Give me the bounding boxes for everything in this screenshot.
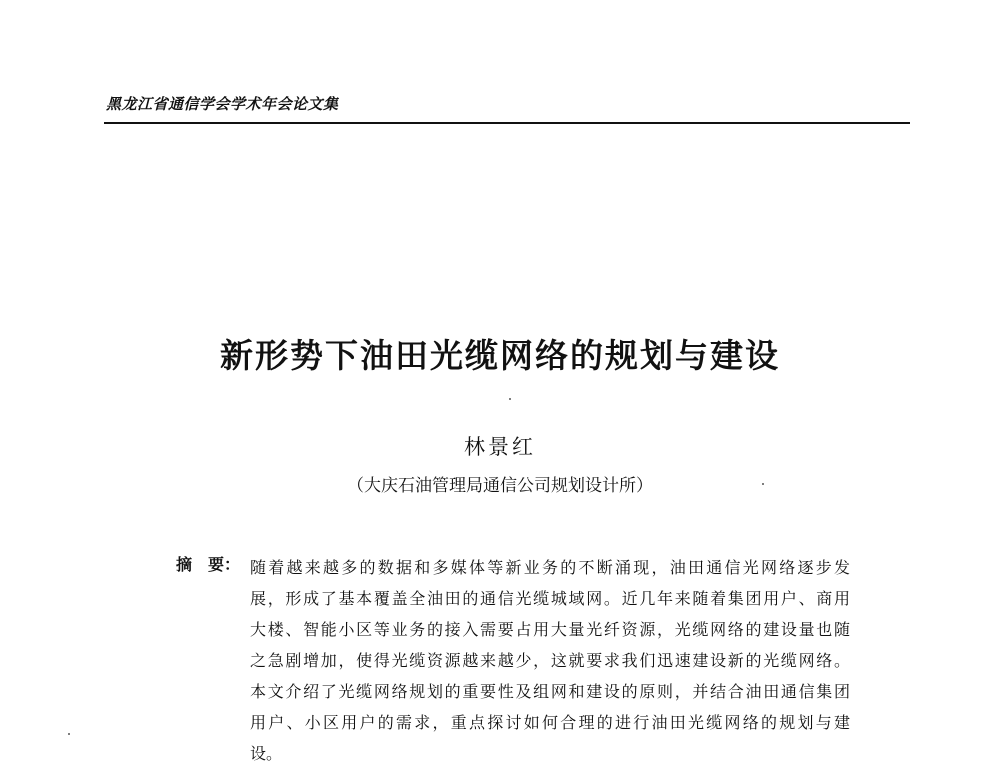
abstract-line: 展，形成了基本覆盖全油田的通信光缆城域网。近几年来随着集团用户、商用 <box>250 589 850 608</box>
abstract-body <box>250 552 850 769</box>
header-rule <box>104 122 910 124</box>
abstract-line: 本文介绍了光缆网络规划的重要性及组网和建设的原则，并结合油田通信集团 <box>250 682 850 701</box>
abstract-line: 用户、小区用户的需求，重点探讨如何合理的进行油田光缆网络的规划与建 <box>250 713 850 732</box>
abstract-label: 摘 要： <box>176 555 241 574</box>
scan-speck <box>509 398 511 400</box>
abstract-line: 设。 <box>250 744 283 763</box>
abstract-line: 大楼、智能小区等业务的接入需要占用大量光纤资源，光缆网络的建设量也随 <box>250 620 850 639</box>
scan-speck <box>68 733 70 735</box>
running-header: 黑龙江省通信学会学术年会论文集 <box>106 95 339 113</box>
abstract-line: 随着越来越多的数据和多媒体等新业务的不断涌现，油田通信光网络逐步发 <box>250 558 850 577</box>
scan-speck <box>762 483 764 485</box>
author-name: 林景红 <box>464 435 536 459</box>
author-affiliation: （大庆石油管理局通信公司规划设计所） <box>347 476 653 496</box>
paper-title: 新形势下油田光缆网络的规划与建设 <box>220 336 780 375</box>
abstract-line: 之急剧增加，使得光缆资源越来越少，这就要求我们迅速建设新的光缆网络。 <box>250 651 850 670</box>
